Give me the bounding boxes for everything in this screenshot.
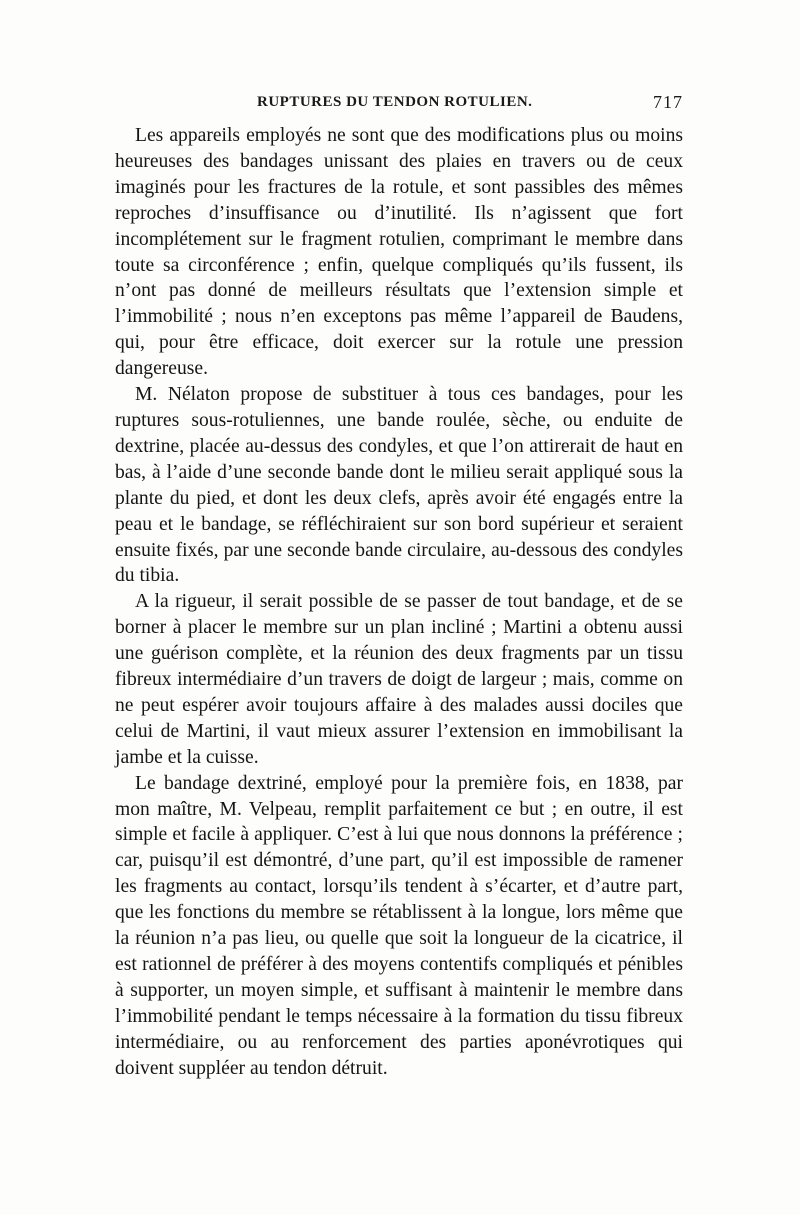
paragraph-4: Le bandage dextriné, employé pour la première fois, en 1838, par mon maître, M. Velpeau, remplit parfaitement ce but ; en outre, il est simple et facile à appliquer. C’est à lui que nous donnons la préférence ; car, puisqu’il est démontré, d’une part, qu’il est impossible de ramener les fragments au contact, lorsqu’ils tendent à s’écarter, et d’autre part, que les fonctions du membre se rétablissent à la longue, lors même que la réunion n’a pas lieu, ou quelle que soit la longueur de la cicatrice, il est rationnel de préférer à des moyens contentifs compliqués et pénibles à supporter, un moyen simple, et suffisant à maintenir le membre dans l’immobilité pendant le temps nécessaire à la formation du tissu fibreux intermédiaire, ou au renforcement des parties aponévrotiques qui doivent suppléer au tendon détruit.	[115, 772, 683, 1079]
text-body	[115, 123, 683, 1082]
page-number: 717	[653, 92, 683, 112]
running-head	[115, 92, 683, 116]
paragraph-3: A la rigueur, il serait possible de se passer de tout bandage, et de se borner à placer le membre sur un plan incliné ; Martini a obtenu aussi une guérison complète, et la réunion des deux fragments par un tissu fibreux intermédiaire d’un travers de doigt de largeur ; mais, comme on ne peut espérer avoir toujours affaire à des malades aussi dociles que celui de Martini, il vaut mieux assurer l’extension en immobilisant la jambe et la cuisse.	[115, 591, 683, 768]
running-title: RUPTURES DU TENDON ROTULIEN.	[257, 94, 533, 110]
paragraph-1: Les appareils employés ne sont que des modifications plus ou moins heureuses des bandages unissant des plaies en travers ou de ceux imaginés pour les fractures de la rotule, et sont passibles des mêmes reproches d’insuffisance ou d’inutilité. Ils n’agissent que fort incomplétement sur le fragment rotulien, comprimant le membre dans toute sa circonférence ; enfin, quelque compliqués qu’ils fussent, ils n’ont pas donné de meilleurs résultats que l’extension simple et l’immobilité ; nous n’en exceptons pas même l’appareil de Baudens, qui, pour être efficace, doit exercer sur la rotule une pression dangereuse.	[115, 125, 683, 380]
paragraph-2: M. Nélaton propose de substituer à tous ces bandages, pour les ruptures sous-rotuliennes, une bande roulée, sèche, ou enduite de dextrine, placée au-dessus des condyles, et que l’on attirerait de haut en bas, à l’aide d’une seconde bande dont le milieu serait appliqué sous la plante du pied, et dont les deux clefs, après avoir été engagés entre la peau et le bandage, se réfléchiraient sur son bord supérieur et seraient ensuite fixés, par une seconde bande circulaire, au-dessous des condyles du tibia.	[115, 384, 683, 587]
